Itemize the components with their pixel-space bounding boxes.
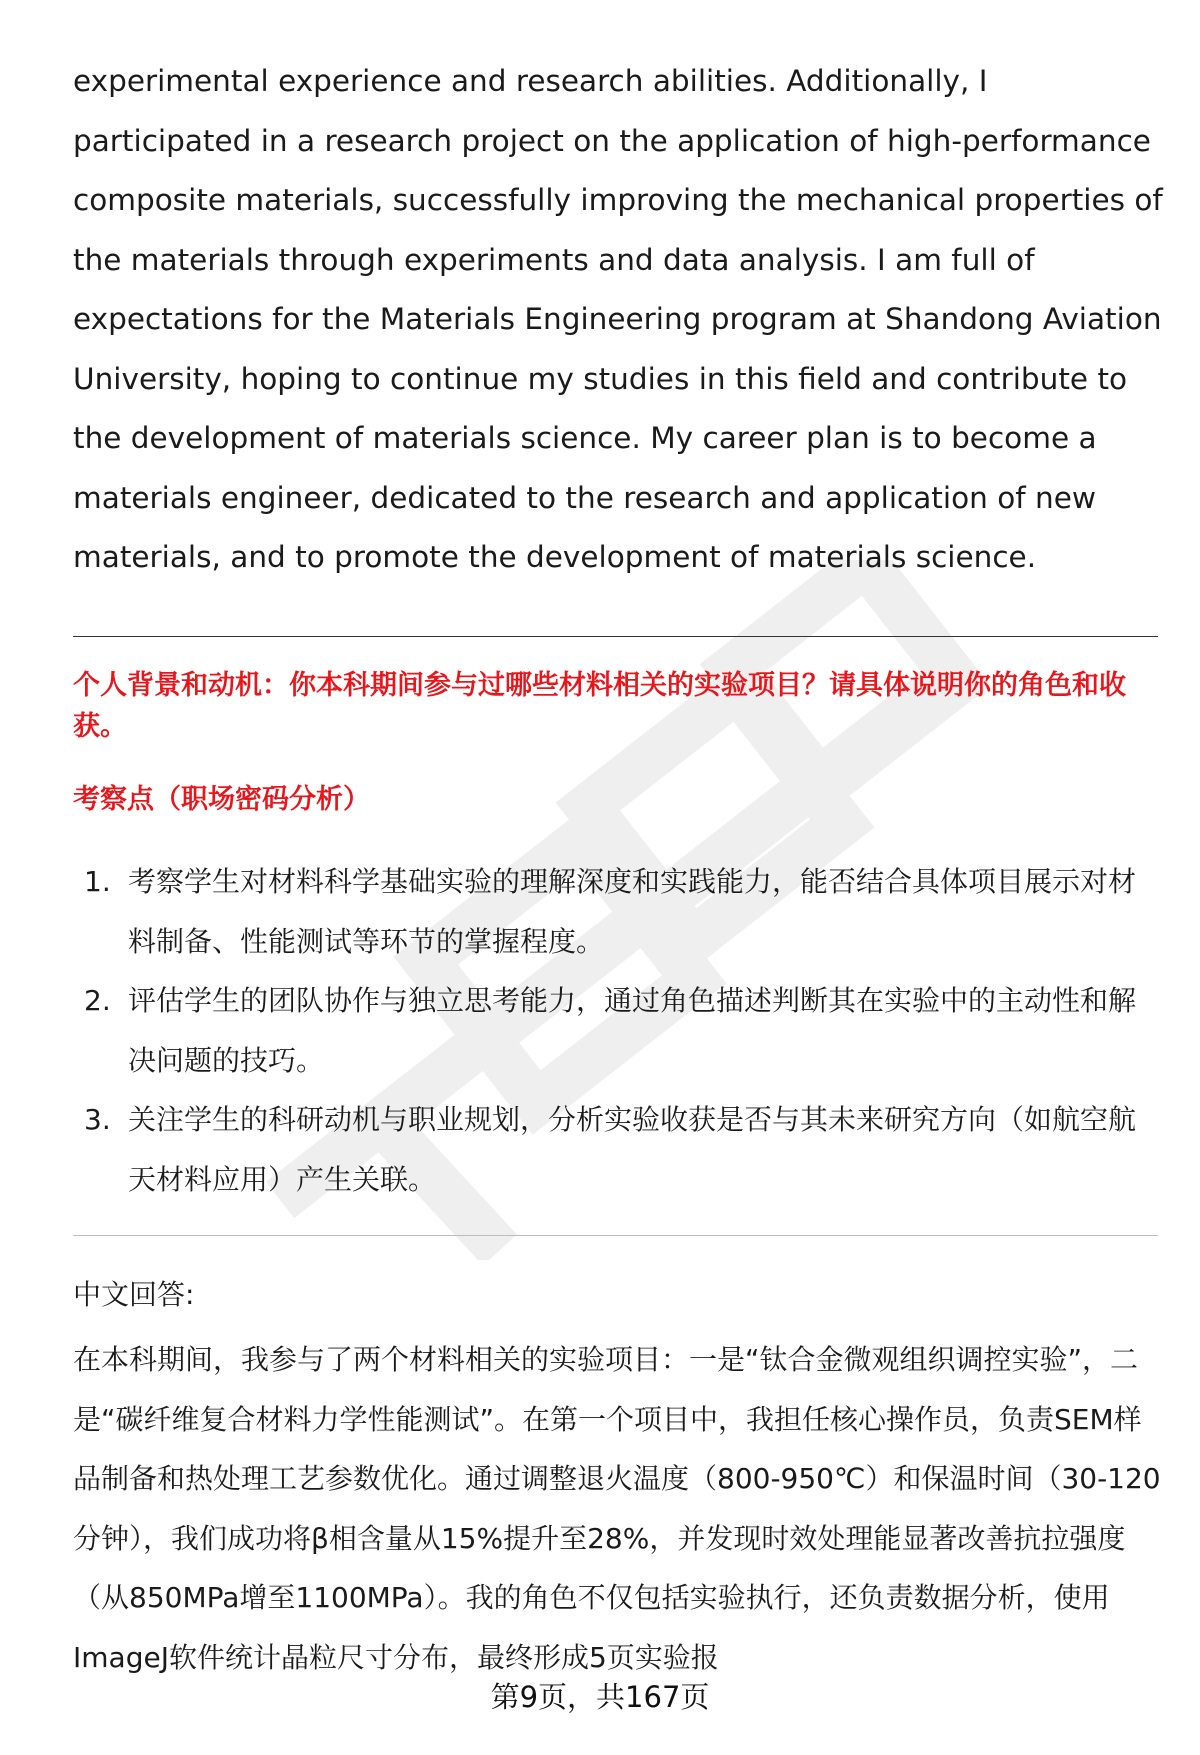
answer-paragraph: 在本科期间，我参与了两个材料相关的实验项目：一是“钛合金微观组织调控实验”，二是“碳纤维复合材料力学性能测试”。在第一个项目中，我担任核心操作员，负责SEM样品制备和热处理工艺参数优化。通过调整退火温度（800-950℃）和保温时间（30-120分钟），我们成功将β相含量从15%提升至28%，并发现时效处理能显著改善抗拉强度（从850MPa增至1100MPa）。我的角色不仅包括实验执行，还负责数据分析，使用ImageJ软件统计晶粒尺寸分布，最终形成5页实验报 — [73, 1343, 1161, 1674]
list-item-text: 关注学生的科研动机与职业规划，分析实验收获是否与其未来研究方向（如航空航天材料应用）产生关联。 — [128, 1103, 1137, 1196]
answer-label: 中文回答: — [73, 1278, 195, 1311]
list-item-number: 3. — [84, 1103, 111, 1136]
list-item — [73, 1090, 1163, 1209]
question-heading: 个人背景和动机：你本科期间参与过哪些材料相关的实验项目？请具体说明你的角色和收获。 — [73, 670, 1126, 742]
section-divider — [73, 1235, 1158, 1236]
list-item-number: 2. — [84, 984, 111, 1017]
assessment-title: 考察点（职场密码分析） — [73, 784, 370, 815]
list-item-text: 考察学生对材料科学基础实验的理解深度和实践能力，能否结合具体项目展示对材料制备、性能测试等环节的掌握程度。 — [128, 865, 1137, 958]
list-item — [73, 971, 1163, 1090]
intro-text: experimental experience and research abilities. Additionally, I participated in a research project on the application of high-performance composite materials, successfully improving the mechanical properties of the materials through experiments and data analysis. I am full of expectations for the Materials Engineering program at Shandong Aviation University, hoping to continue my studies in this field and contribute to the development of materials science. My career plan is to become a materials engineer, dedicated to the research and application of new materials, and to promote the development of materials science. — [73, 64, 1163, 574]
list-item — [73, 852, 1163, 971]
section-divider — [73, 636, 1158, 637]
intro-paragraph — [73, 52, 1163, 588]
list-item-text: 评估学生的团队协作与独立思考能力，通过角色描述判断其在实验中的主动性和解决问题的技巧。 — [128, 984, 1137, 1077]
page-number-footer: 第9页，共167页 — [490, 1680, 710, 1714]
list-item-number: 1. — [84, 865, 111, 898]
assessment-points-list — [73, 852, 1163, 1209]
